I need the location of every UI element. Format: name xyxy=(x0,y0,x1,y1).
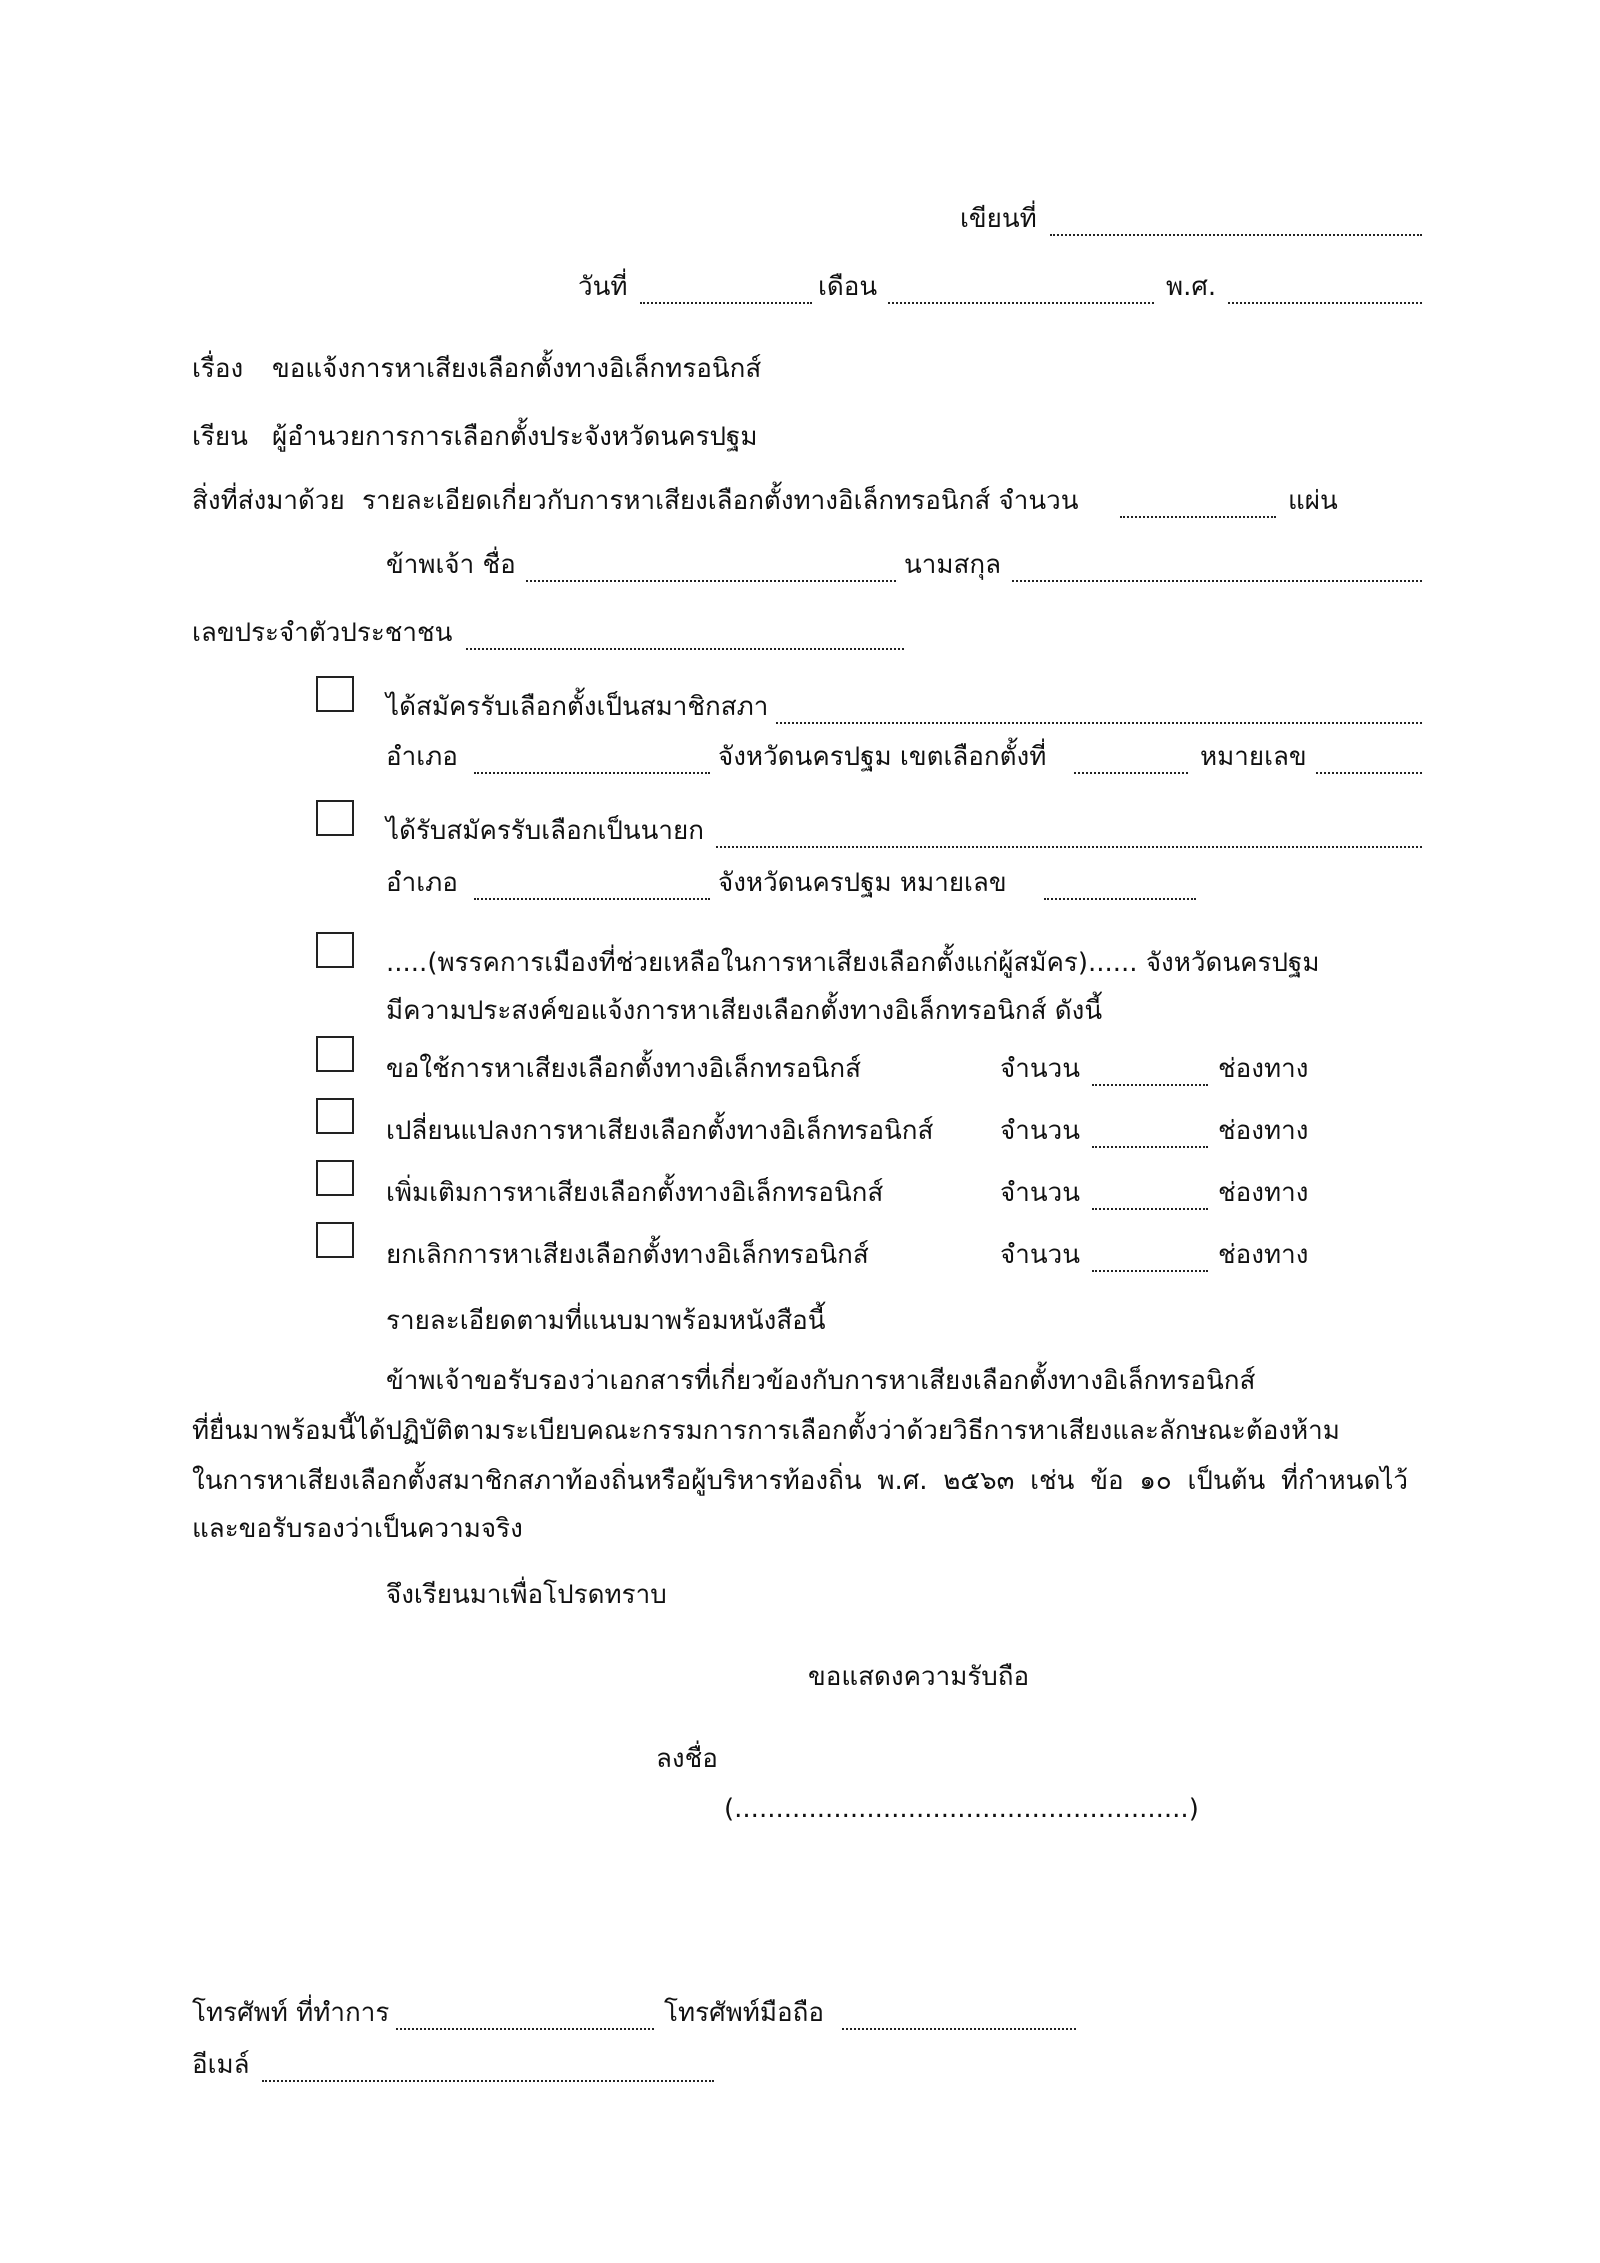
action-change-checkbox[interactable] xyxy=(316,1098,354,1134)
subject-text: ขอแจ้งการหาเสียงเลือกตั้งทางอิเล็กทรอนิกส์ xyxy=(272,354,762,384)
enclosure-text: รายละเอียดเกี่ยวกับการหาเสียงเลือกตั้งทางอิเล็กทรอนิกส์ จำนวน xyxy=(362,486,1079,516)
certification-line-3: ในการหาเสียงเลือกตั้งสมาชิกสภาท้องถิ่นหรือผู้บริหารท้องถิ่น พ.ศ. ๒๕๖๓ เช่น ข้อ ๑๐ เป็นต้น ที่กำหนดไว้ xyxy=(192,1466,1408,1496)
signature-label: ลงชื่อ xyxy=(656,1744,718,1774)
action-use-unit: ช่องทาง xyxy=(1218,1054,1309,1084)
action-change-unit: ช่องทาง xyxy=(1218,1116,1309,1146)
council-number-label: หมายเลข xyxy=(1200,742,1307,772)
action-cancel-unit: ช่องทาง xyxy=(1218,1240,1309,1270)
action-add-unit: ช่องทาง xyxy=(1218,1178,1309,1208)
recipient-text: ผู้อำนวยการการเลือกตั้งประจังหวัดนครปฐม xyxy=(272,422,758,452)
certification-line-1: ข้าพเจ้าขอรับรองว่าเอกสารที่เกี่ยวข้องกับการหาเสียงเลือกตั้งทางอิเล็กทรอนิกส์ xyxy=(386,1366,1256,1396)
council-province-zone-label: จังหวัดนครปฐม เขตเลือกตั้งที่ xyxy=(718,742,1047,772)
party-intent: มีความประสงค์ขอแจ้งการหาเสียงเลือกตั้งทางอิเล็กทรอนิกส์ ดังนี้ xyxy=(386,996,1103,1026)
certification-line-4: และขอรับรองว่าเป็นความจริง xyxy=(192,1514,523,1544)
mayor-number-field[interactable] xyxy=(1044,898,1196,900)
enclosure-label: สิ่งที่ส่งมาด้วย xyxy=(192,486,345,516)
council-district-label: อำเภอ xyxy=(386,742,458,772)
month-label: เดือน xyxy=(818,272,878,302)
mayor-province-number-label: จังหวัดนครปฐม หมายเลข xyxy=(718,868,1007,898)
mobile-phone-field[interactable] xyxy=(842,2028,1076,2030)
date-field[interactable] xyxy=(640,302,812,304)
details-note: รายละเอียดตามที่แนบมาพร้อมหนังสือนี้ xyxy=(386,1306,826,1336)
party-checkbox[interactable] xyxy=(316,932,354,968)
mayor-candidate-checkbox[interactable] xyxy=(316,800,354,836)
council-name-field[interactable] xyxy=(776,722,1422,724)
closing-regards: ขอแสดงความรับถือ xyxy=(808,1662,1030,1692)
mobile-phone-label: โทรศัพท์มือถือ xyxy=(664,1998,824,2028)
action-change-amount-label: จำนวน xyxy=(1000,1116,1080,1146)
office-phone-label: โทรศัพท์ ที่ทำการ xyxy=(192,1998,390,2028)
recipient-label: เรียน xyxy=(192,422,248,452)
council-zone-field[interactable] xyxy=(1074,772,1188,774)
council-candidate-label: ได้สมัครรับเลือกตั้งเป็นสมาชิกสภา xyxy=(386,692,769,722)
council-number-field[interactable] xyxy=(1316,772,1422,774)
action-change-amount-field[interactable] xyxy=(1092,1146,1208,1148)
action-change-label: เปลี่ยนแปลงการหาเสียงเลือกตั้งทางอิเล็กทรอนิกส์ xyxy=(386,1116,934,1146)
subject-label: เรื่อง xyxy=(192,354,244,384)
email-field[interactable] xyxy=(262,2080,714,2082)
signature-name-field[interactable]: (.......................................................) xyxy=(724,1794,1199,1824)
action-cancel-amount-label: จำนวน xyxy=(1000,1240,1080,1270)
enclosure-pages-field[interactable] xyxy=(1120,516,1276,518)
action-cancel-amount-field[interactable] xyxy=(1092,1270,1208,1272)
month-field[interactable] xyxy=(888,302,1154,304)
enclosure-unit: แผ่น xyxy=(1288,486,1338,516)
year-field[interactable] xyxy=(1228,302,1422,304)
written-at-field[interactable] xyxy=(1050,234,1422,236)
action-add-amount-field[interactable] xyxy=(1092,1208,1208,1210)
action-add-checkbox[interactable] xyxy=(316,1160,354,1196)
closing-inform: จึงเรียนมาเพื่อโปรดทราบ xyxy=(386,1580,667,1610)
action-cancel-label: ยกเลิกการหาเสียงเลือกตั้งทางอิเล็กทรอนิกส์ xyxy=(386,1240,869,1270)
applicant-name-field[interactable] xyxy=(526,580,896,582)
year-label: พ.ศ. xyxy=(1166,272,1217,302)
surname-field[interactable] xyxy=(1012,580,1422,582)
email-label: อีเมล์ xyxy=(192,2050,250,2080)
id-number-field[interactable] xyxy=(466,648,904,650)
mayor-district-field[interactable] xyxy=(474,898,710,900)
action-cancel-checkbox[interactable] xyxy=(316,1222,354,1258)
mayor-district-label: อำเภอ xyxy=(386,868,458,898)
certification-line-2: ที่ยื่นมาพร้อมนี้ได้ปฏิบัติตามระเบียบคณะกรรมการการเลือกตั้งว่าด้วยวิธีการหาเสียงและลักษณะต้องห้าม xyxy=(192,1416,1340,1446)
office-phone-field[interactable] xyxy=(396,2028,654,2030)
applicant-name-label: ข้าพเจ้า ชื่อ xyxy=(386,550,516,580)
party-label: .....(พรรคการเมืองที่ช่วยเหลือในการหาเสียงเลือกตั้งแก่ผู้สมัคร)...... จังหวัดนครปฐม xyxy=(386,948,1320,978)
surname-label: นามสกุล xyxy=(904,550,1002,580)
action-use-checkbox[interactable] xyxy=(316,1036,354,1072)
action-add-amount-label: จำนวน xyxy=(1000,1178,1080,1208)
mayor-candidate-label: ได้รับสมัครรับเลือกเป็นนายก xyxy=(386,816,704,846)
id-number-label: เลขประจำตัวประชาชน xyxy=(192,618,453,648)
action-add-label: เพิ่มเติมการหาเสียงเลือกตั้งทางอิเล็กทรอนิกส์ xyxy=(386,1178,884,1208)
action-use-label: ขอใช้การหาเสียงเลือกตั้งทางอิเล็กทรอนิกส์ xyxy=(386,1054,861,1084)
council-candidate-checkbox[interactable] xyxy=(316,676,354,712)
action-use-amount-field[interactable] xyxy=(1092,1084,1208,1086)
date-label: วันที่ xyxy=(578,272,628,302)
action-use-amount-label: จำนวน xyxy=(1000,1054,1080,1084)
mayor-name-field[interactable] xyxy=(716,846,1422,848)
written-at-label: เขียนที่ xyxy=(960,204,1037,234)
council-district-field[interactable] xyxy=(474,772,710,774)
